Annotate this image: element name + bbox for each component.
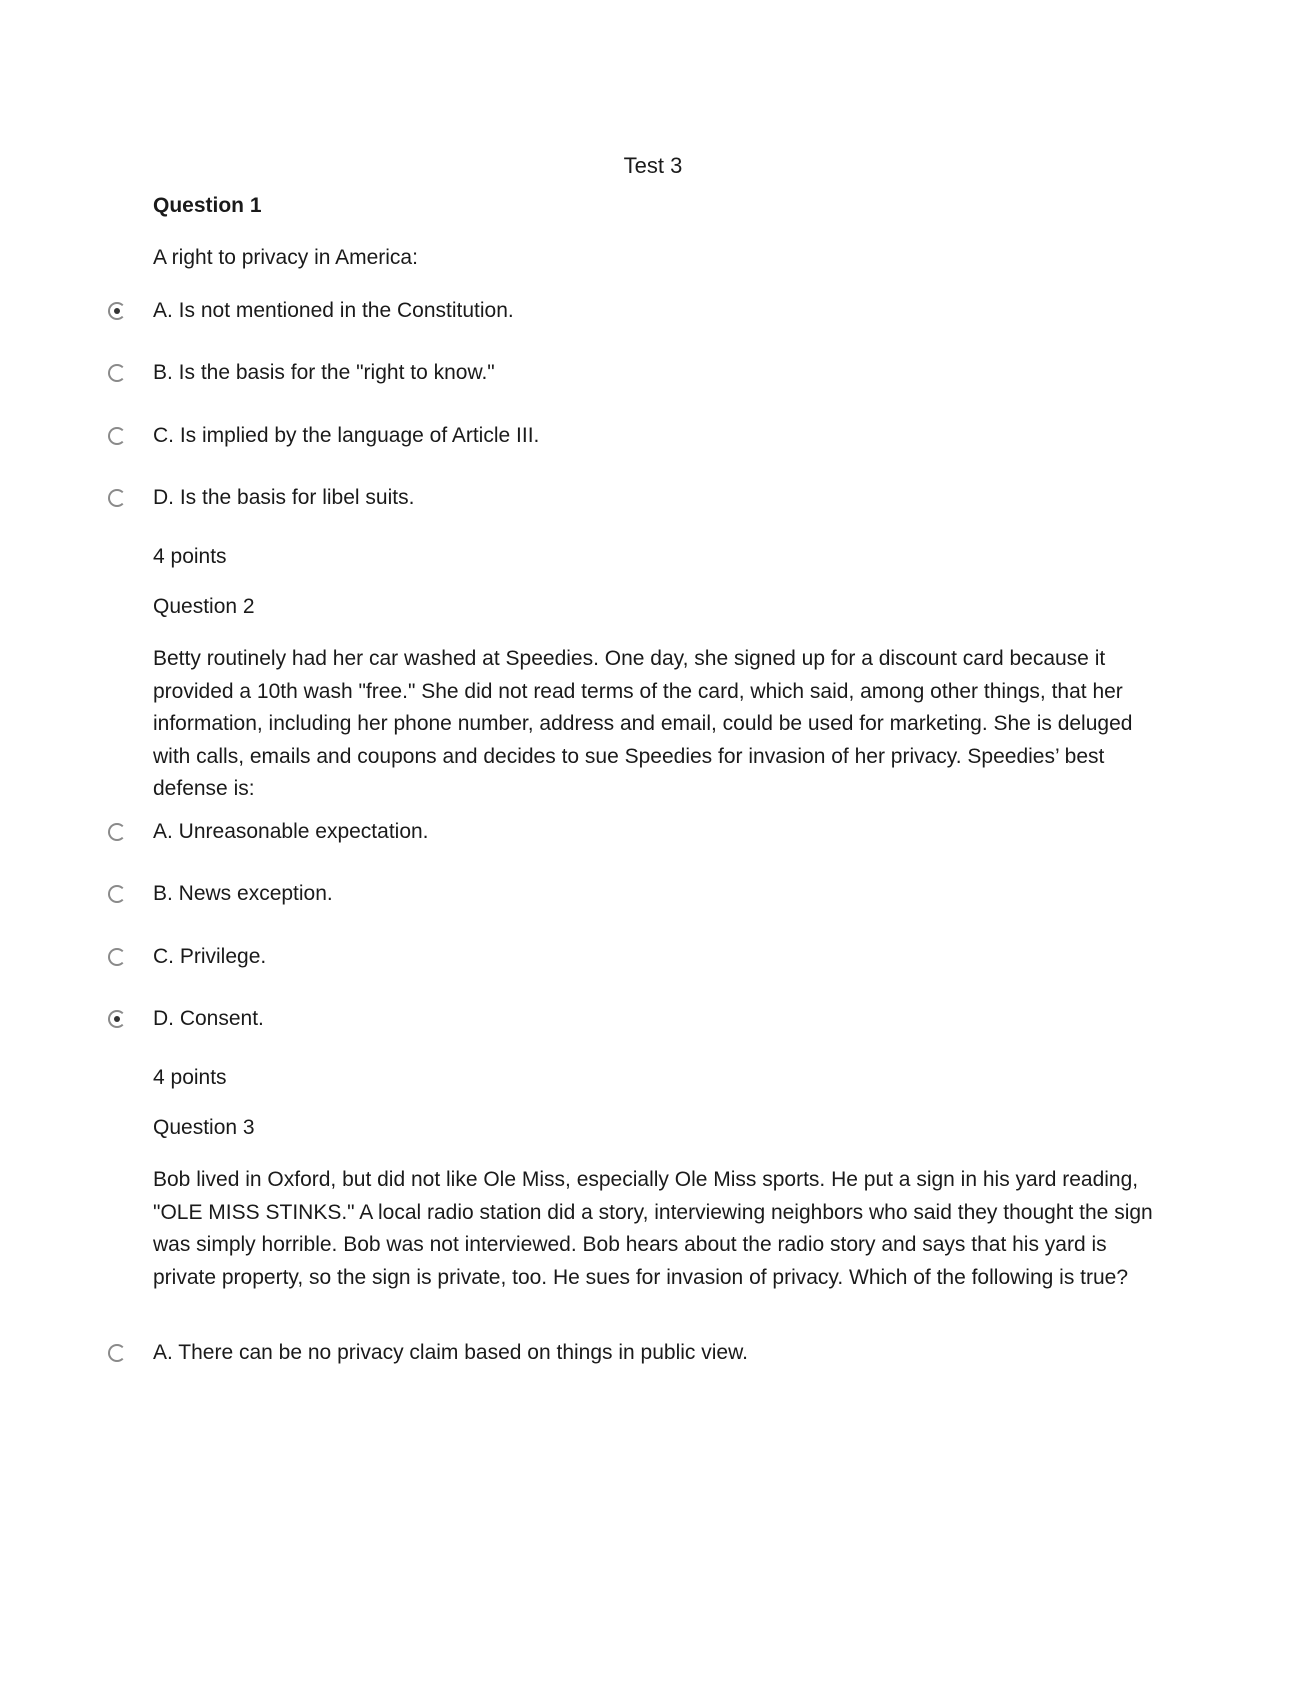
question-2-option-a[interactable] (108, 817, 429, 847)
question-2-option-c[interactable] (108, 942, 266, 972)
option-label: C. Privilege. (153, 945, 267, 968)
question-1-option-d[interactable] (108, 483, 414, 513)
radio-button[interactable] (108, 427, 126, 445)
option-label: C. Is implied by the language of Article III. (153, 424, 540, 447)
question-2-option-b[interactable] (108, 879, 333, 909)
radio-button[interactable] (108, 364, 126, 382)
question-1-option-b[interactable] (108, 358, 495, 388)
option-label: B. Is the basis for the "right to know." (153, 361, 495, 384)
radio-button[interactable] (108, 823, 126, 841)
question-2-heading: Question 2 (153, 595, 255, 618)
radio-button[interactable] (108, 302, 126, 320)
option-label: D. Is the basis for libel suits. (153, 486, 415, 509)
radio-button[interactable] (108, 948, 126, 966)
question-1-option-a[interactable] (108, 296, 514, 326)
question-1-heading: Question 1 (153, 194, 262, 217)
option-label: A. There can be no privacy claim based on things in public view. (153, 1341, 748, 1364)
question-2-text: Betty routinely had her car washed at Speedies. One day, she signed up for a discount card because it provided a 10th wash "free." She did not read terms of the card, which said, among other things, that her information, including her phone number, address and email, could be used for marketing. She is deluged with calls, emails and coupons and decides to sue Speedies for invasion of her privacy. Speedies’ best defense is: (153, 647, 1133, 800)
radio-button[interactable] (108, 885, 126, 903)
option-label: A. Is not mentioned in the Constitution. (153, 299, 514, 322)
option-label: A. Unreasonable expectation. (153, 820, 429, 843)
radio-button[interactable] (108, 489, 126, 507)
option-label: D. Consent. (153, 1007, 264, 1030)
question-3-option-a[interactable] (108, 1338, 748, 1368)
question-3-text: Bob lived in Oxford, but did not like Ole Miss, especially Ole Miss sports. He put a sign in his yard reading, "OLE MISS STINKS." A local radio station did a story, interviewing neighbors who said they thought the sign was simply horrible. Bob was not interviewed. Bob hears about the radio story and says that his yard is private property, so the sign is private, too. He sues for invasion of privacy. Which of the following is true? (153, 1168, 1153, 1289)
option-label: B. News exception. (153, 882, 333, 905)
radio-button[interactable] (108, 1010, 126, 1028)
question-1-option-c[interactable] (108, 421, 539, 451)
question-1-text: A right to privacy in America: (153, 246, 418, 269)
question-1-points: 4 points (153, 545, 227, 568)
question-2-points: 4 points (153, 1066, 227, 1089)
question-2-option-d[interactable] (108, 1004, 264, 1034)
page-title: Test 3 (623, 153, 683, 178)
radio-button[interactable] (108, 1344, 126, 1362)
question-3-heading: Question 3 (153, 1116, 255, 1139)
